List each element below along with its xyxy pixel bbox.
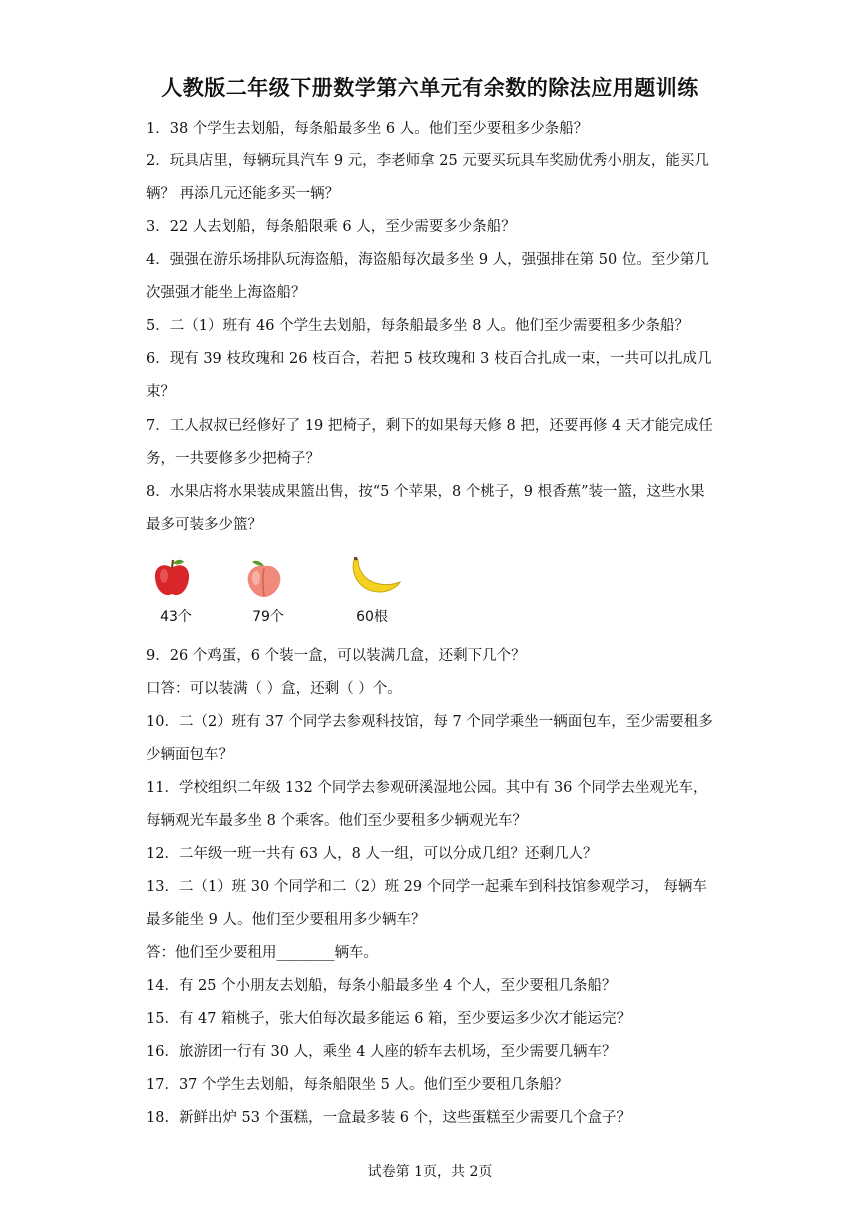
apple-item (146, 556, 206, 628)
question-line: 少辆面包车？ (146, 747, 233, 763)
question-line: 2．玩具店里，每辆玩具汽车 9 元，李老师拿 25 元要买玩具车奖励优秀小朋友，能买几 (146, 153, 709, 169)
question-line: 8．水果店将水果装成果篮出售，按“5 个苹果，8 个桃子，9 根香蕉”装一篮，这些水果 (146, 484, 705, 500)
question-line: 10．二（2）班有 37 个同学去参观科技馆，每 7 个同学乘坐一辆面包车，至少需要租多 (146, 714, 713, 730)
question-line: 次强强才能坐上海盗船？ (146, 285, 306, 301)
question-line: 辆？ 再添几元还能多买一辆？ (146, 186, 340, 202)
apple-count: 43个 (160, 609, 192, 625)
question-line: 18．新鲜出炉 53 个蛋糕，一盒最多装 6 个，这些蛋糕至少需要几个盒子？ (146, 1110, 632, 1126)
question-line: 5．二（1）班有 46 个学生去划船，每条船最多坐 8 人。他们至少需要租多少条船？ (146, 318, 690, 334)
question-line: 15．有 47 箱桃子，张大伯每次最多能运 6 箱，至少要运多少次才能运完？ (146, 1011, 632, 1027)
banana-item (342, 556, 402, 628)
question-line: 7．工人叔叔已经修好了 19 把椅子，剩下的如果每天修 8 把，还要再修 4 天才能完成任 (146, 418, 713, 434)
fruit-figure (146, 556, 426, 628)
question-line: 最多可装多少篮？ (146, 517, 262, 533)
question-line: 务，一共要修多少把椅子？ (146, 451, 320, 467)
question-line: 每辆观光车最多坐 8 个乘客。他们至少要租多少辆观光车？ (146, 813, 527, 829)
question-line: 口答：可以装满（ ）盒，还剩（ ）个。 (146, 681, 402, 697)
question-line: 13．二（1）班 30 个同学和二（2）班 29 个同学一起乘车到科技馆参观学习， 每辆车 (146, 879, 707, 895)
question-line: 答：他们至少要租用________辆车。 (146, 945, 378, 961)
banana-icon (346, 556, 402, 600)
peach-item (238, 556, 298, 628)
question-line: 4．强强在游乐场排队玩海盗船，海盗船每次最多坐 9 人，强强排在第 50 位。至少第几 (146, 252, 709, 268)
question-line: 12．二年级一班一共有 63 人，8 人一组，可以分成几组？还剩几人？ (146, 846, 598, 862)
page-footer: 试卷第 1页，共 2页 (367, 1164, 493, 1180)
banana-count: 60根 (356, 609, 388, 625)
question-line: 束？ (146, 384, 175, 400)
question-line: 6．现有 39 枝玫瑰和 26 枝百合，若把 5 枝玫瑰和 3 枝百合扎成一束，一共可以扎成几 (146, 351, 712, 367)
question-line: 11．学校组织二年级 132 个同学去参观研溪湿地公园。其中有 36 个同学去坐观光车， (146, 780, 708, 796)
question-line: 3．22 人去划船，每条船限乘 6 人，至少需要多少条船？ (146, 219, 516, 235)
question-line: 14．有 25 个小朋友去划船，每条小船最多坐 4 个人，至少要租几条船？ (146, 978, 617, 994)
page-title: 人教版二年级下册数学第六单元有余数的除法应用题训练 (161, 76, 699, 100)
peach-icon (242, 556, 286, 600)
apple-icon (150, 556, 194, 600)
question-line: 17．37 个学生去划船，每条船限坐 5 人。他们至少要租几条船？ (146, 1077, 569, 1093)
question-line: 1．38 个学生去划船，每条船最多坐 6 人。他们至少要租多少条船？ (146, 121, 589, 137)
question-line: 9．26 个鸡蛋，6 个装一盒，可以装满几盒，还剩下几个？ (146, 648, 526, 664)
peach-count: 79个 (252, 609, 284, 625)
question-line: 最多能坐 9 人。他们至少要租用多少辆车？ (146, 912, 426, 928)
question-line: 16．旅游团一行有 30 人，乘坐 4 人座的轿车去机场，至少需要几辆车？ (146, 1044, 617, 1060)
